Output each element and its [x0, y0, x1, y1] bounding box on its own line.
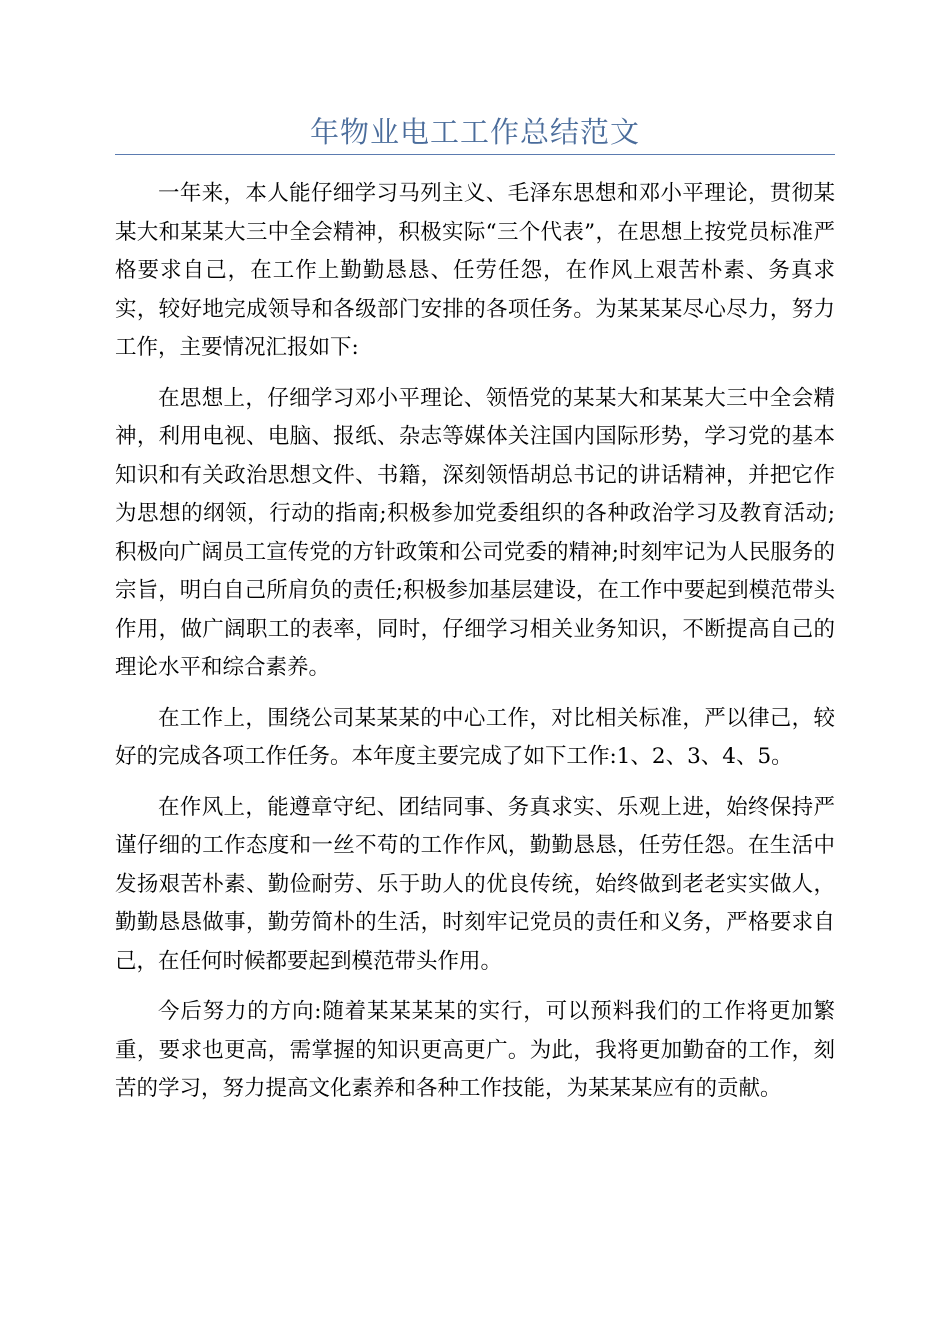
- paragraph-intro: 一年来，本人能仔细学习马列主义、毛泽东思想和邓小平理论，贯彻某某大和某某大三中全会精神，积极实际“三个代表”，在思想上按党员标准严格要求自己，在工作上勤勤恳恳、任劳任怨，在作风上艰苦朴素、务真求实，较好地完成领导和各级部门安排的各项任务。为某某某尽心尽力，努力工作，主要情况汇报如下:: [115, 181, 835, 360]
- title-underline: [115, 154, 835, 155]
- paragraph-future: 今后努力的方向:随着某某某某的实行，可以预料我们的工作将更加繁重，要求也更高，需掌握的知识更高更广。为此，我将更加勤奋的工作，刻苦的学习，努力提高文化素养和各种工作技能，为某某某应有的贡献。: [115, 999, 835, 1101]
- paragraph-thought: 在思想上，仔细学习邓小平理论、领悟党的某某大和某某大三中全会精神，利用电视、电脑、报纸、杂志等媒体关注国内国际形势，学习党的基本知识和有关政治思想文件、书籍，深刻领悟胡总书记的讲话精神，并把它作为思想的纲领，行动的指南;积极参加党委组织的各种政治学习及教育活动;积极向广阔员工宣传党的方针政策和公司党委的精神;时刻牢记为人民服务的宗旨，明白自己所肩负的责任;积极参加基层建设，在工作中要起到模范带头作用，做广阔职工的表率，同时，仔细学习相关业务知识，不断提高自己的理论水平和综合素养。: [115, 385, 835, 680]
- paragraph-style: 在作风上，能遵章守纪、团结同事、务真求实、乐观上进，始终保持严谨仔细的工作态度和一丝不苟的工作作风，勤勤恳恳，任劳任怨。在生活中发扬艰苦朴素、勤俭耐劳、乐于助人的优良传统，始终做到老老实实做人，勤勤恳恳做事，勤劳简朴的生活，时刻牢记党员的责任和义务，严格要求自己，在任何时候都要起到模范带头作用。: [115, 794, 835, 974]
- paragraph-work: 在工作上，围绕公司某某某的中心工作，对比相关标准，严以律己，较好的完成各项工作任务。本年度主要完成了如下工作:1、2、3、4、5。: [115, 705, 835, 769]
- document-body: [115, 175, 835, 1121]
- page-title: 年物业电工工作总结范文: [309, 115, 640, 149]
